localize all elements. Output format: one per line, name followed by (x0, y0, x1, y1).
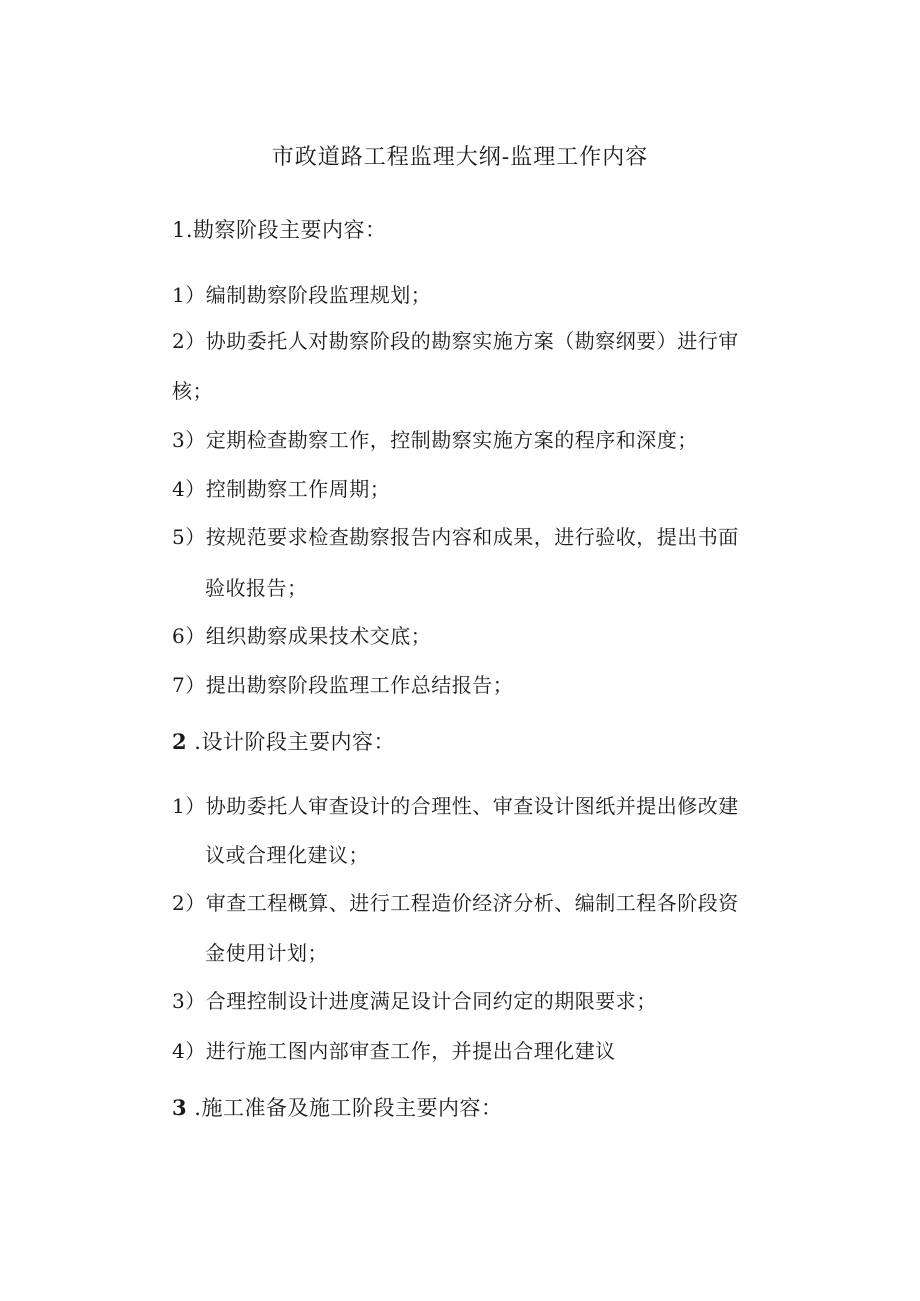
section-2-number: 2 (172, 729, 188, 754)
section-1-item-7: 7）提出勘察阶段监理工作总结报告； (172, 673, 514, 697)
section-1-item-2-continued: 核； (172, 379, 213, 403)
section-1-item-4: 4）控制勘察工作周期； (172, 477, 391, 501)
section-2-item-1-continued: 议或合理化建议； (205, 843, 369, 867)
section-1-item-6: 6）组织勘察成果技术交底； (172, 624, 432, 648)
section-2-item-2: 2）审查工程概算、进行工程造价经济分析、编制工程各阶段资 (172, 891, 739, 915)
section-3-number: 3 (172, 1095, 188, 1120)
section-1-item-3: 3）定期检查勘察工作，控制勘察实施方案的程序和深度； (172, 428, 698, 452)
section-3-heading-text: .施工准备及施工阶段主要内容： (187, 1096, 503, 1120)
document-title: 市政道路工程监理大纲-监理工作内容 (271, 145, 649, 170)
section-1-item-2: 2）协助委托人对勘察阶段的勘察实施方案（勘察纲要）进行审 (172, 329, 739, 353)
section-1-item-5: 5）按规范要求检查勘察报告内容和成果，进行验收，提出书面 (172, 525, 739, 549)
section-2-item-3: 3）合理控制设计进度满足设计合同约定的期限要求； (172, 989, 657, 1013)
section-2-item-2-continued: 金使用计划； (205, 941, 328, 965)
section-2-heading-text: .设计阶段主要内容： (187, 730, 395, 754)
section-1-item-1: 1）编制勘察阶段监理规划； (172, 283, 432, 307)
section-2-heading (172, 727, 395, 757)
section-3-heading (172, 1093, 502, 1123)
section-2-item-4: 4）进行施工图内部审查工作，并提出合理化建议 (172, 1039, 616, 1063)
section-1-item-5-continued: 验收报告； (205, 576, 308, 600)
section-2-item-1: 1）协助委托人审查设计的合理性、审查设计图纸并提出修改建 (172, 794, 739, 818)
section-1-heading: 1.勘察阶段主要内容： (172, 218, 387, 242)
